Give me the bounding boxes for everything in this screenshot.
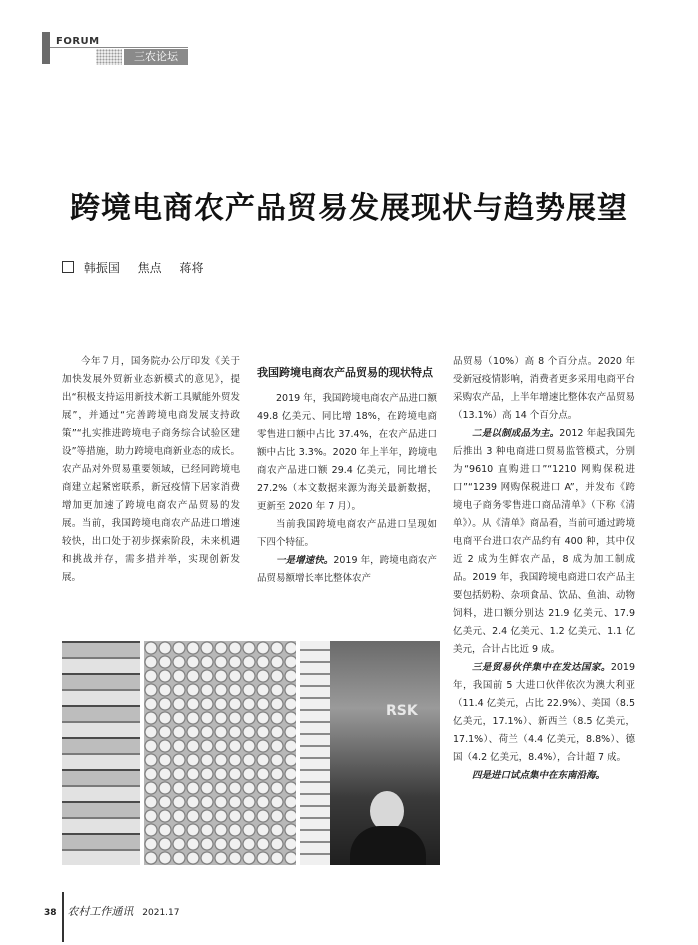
header-rule — [50, 47, 188, 48]
paragraph — [453, 659, 635, 767]
emphasis-lead: 四是进口试点集中在东南沿海。 — [472, 770, 606, 781]
article-title: 跨境电商农产品贸易发展现状与趋势展望 — [70, 191, 628, 226]
emphasis-lead: 三是贸易伙伴集中在发达国家。 — [472, 662, 611, 673]
emphasis-lead: 一是增速快。 — [276, 555, 334, 566]
text-column-2 — [257, 364, 437, 588]
paragraph — [257, 552, 437, 588]
page-number: 38 — [44, 908, 57, 918]
author-box-icon — [62, 261, 74, 273]
text-column-1 — [62, 353, 240, 587]
photo-warehouse-worker — [300, 641, 440, 865]
paragraph — [453, 425, 635, 659]
paragraph-text: 2012 年起我国先后推出 3 种电商进口贸易监管模式，分别为“9610 直购进口”“1210 网购保税进口”“1239 网购保税进口 A”，并发布《跨境电子商务零售进口商品清单》（下称《清单》）。从《清单》商品看，当前可通过跨境电商平台进口农产品约有 400 种，其中仅近 2 成为生鲜农产品，8 成为加工制成品。2019 年，我国跨境电商进口农产品主要包括奶粉、杂项食品、饮品、鱼油、动物饲料，进口额分别达 21.9 亿美元、17.9 亿美元、2.4 亿美元、1.2 亿美元、1.1 亿美元，合计占比近 9 成。 — [453, 428, 635, 655]
photo-shelf-rack — [300, 641, 330, 865]
author-name: 韩振国 — [83, 261, 120, 275]
paragraph: 今年７月，国务院办公厅印发《关于加快发展外贸新业态新模式的意见》，提出“积极支持运用新技术新工具赋能外贸发展”，并通过“完善跨境电商发展支持政策”“扎实推进跨境电子商务综合试验区建设”等措施，助力跨境电商新业态的成长。农产品对外贸易重要领域，已经同跨境电商建立起紧密联系，新冠疫情下居家消费增加更加速了跨境电商农产品贸易的发展。当前，我国跨境电商农产品进口增速较快，出口处于初步探索阶段，未来机遇和挑战并存，需多措并举，实现创新发展。 — [62, 356, 240, 583]
author-name: 焦点 — [137, 261, 162, 275]
photo-person-head — [370, 791, 404, 831]
paragraph-text: 2019 年，跨境电商农产品贸易额增长率比整体农产 — [257, 555, 437, 584]
paragraph: 2019 年，我国跨境电商农产品进口额 49.8 亿美元、同比增 18%，在跨境电商零售进口额中占比 37.4%，在农产品进口额中占比 3.3%。2020 年上半年，跨境电商农产品进口额 29.4 亿美元，同比增长 27.2%（本文数据来源为海关最新数据，更新至 2020 年 7 月）。 — [257, 393, 437, 512]
footer — [44, 903, 180, 919]
header-accent-bar — [42, 32, 50, 64]
paragraph — [453, 767, 635, 785]
forum-label: FORUM — [56, 36, 100, 47]
author-name: 蒋将 — [179, 261, 204, 275]
paragraph: 品贸易（10%）高 8 个百分点。2020 年受新冠疫情影响，消费者更多采用电商平台采购农产品，上半年增速比整体农产品贸易（13.1%）高 14 个百分点。 — [453, 356, 635, 421]
photo-stacked-boxes — [62, 641, 140, 865]
photo-sign-text: RSK — [386, 703, 418, 719]
header-dot-pattern — [96, 49, 122, 65]
author-line — [62, 259, 218, 276]
photo-person-body — [350, 826, 426, 865]
magazine-name: 农村工作通讯 — [67, 905, 134, 918]
emphasis-lead: 二是以制成品为主。 — [472, 428, 560, 439]
paragraph: 当前我国跨境电商农产品进口呈现如下四个特征。 — [257, 519, 437, 548]
section-heading: 我国跨境电商农产品贸易的现状特点 — [257, 366, 433, 379]
section-tag: 三农论坛 — [124, 49, 188, 65]
issue-number: 2021.17 — [142, 908, 180, 918]
text-column-3 — [453, 353, 635, 785]
photo-fruit-crates — [144, 641, 296, 865]
paragraph-text: 2019 年，我国前 5 大进口伙伴依次为澳大利亚（11.4 亿美元，占比 22.9%）、美国（8.5 亿美元，17.1%）、新西兰（8.5 亿美元，17.1%）、荷兰（4.4 亿美元，8.8%）、德国（4.2 亿美元，8.4%），合计超 7 成。 — [453, 662, 635, 763]
